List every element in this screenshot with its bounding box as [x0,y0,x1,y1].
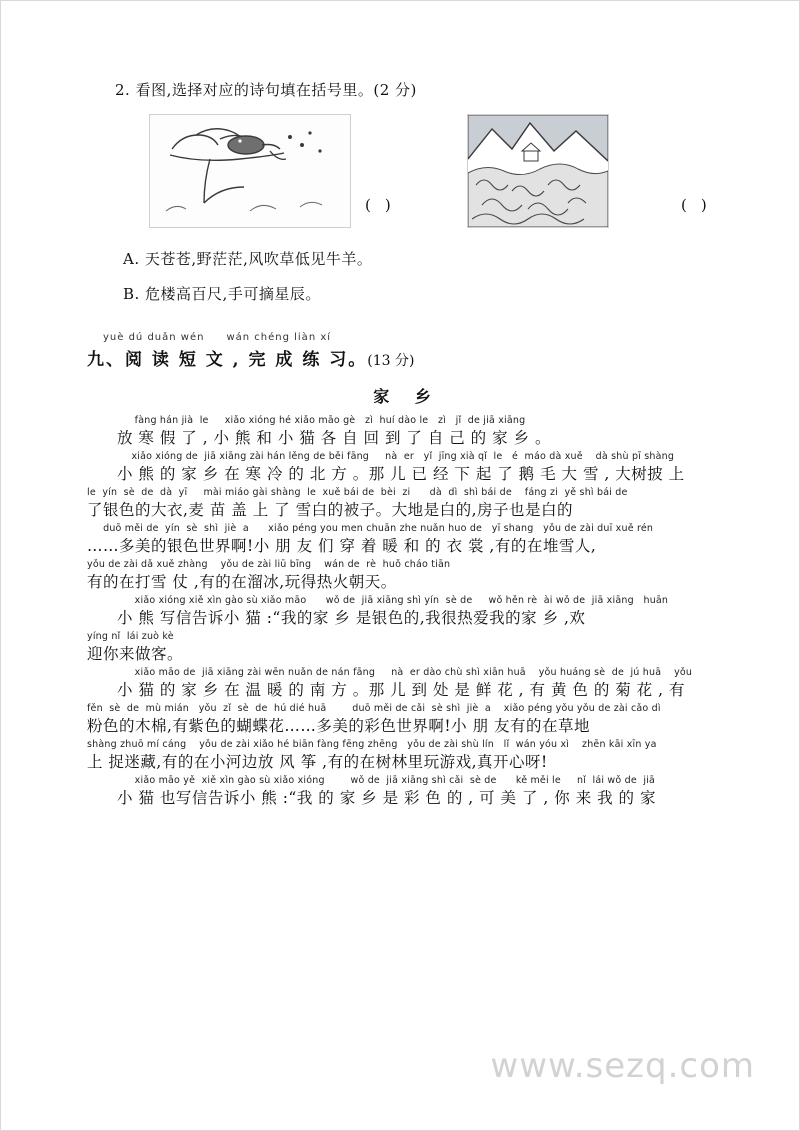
line-pinyin: xiǎo xióng de jiā xiāng zài hán lěng de běi fāng nà er yǐ jīng xià qǐ le é máo dà xuě dà shù pī shàng [125,451,675,462]
section-title-pinyin [103,332,727,343]
paren-open-b: ( [681,196,701,214]
line-hanzi: 放 寒 假 了 , 小 熊 和 小 猫 各 自 回 到 了 自 己 的 家 乡 。 [117,429,551,447]
line-hanzi: ……多美的银色世界啊!小 朋 友 们 穿 着 暖 和 的 衣 裳 ,有的在堆雪人, [87,537,597,555]
paren-close-a: ) [384,196,405,214]
line-hanzi: 了银色的大衣,麦 苗 盖 上 了 雪白的被子。大地是白的,房子也是白的 [87,501,573,519]
line-pinyin: xiǎo māo de jiā xiāng zài wēn nuǎn de nán fāng nà er dào chù shì xiān huā yǒu huáng sè de jú huā yǒu [125,667,693,678]
watermark: www.sezq.com [490,1046,755,1086]
line-pinyin: shàng zhuō mí cáng yǒu de zài xiǎo hé biān fàng fēng zhēng yǒu de zài shù lín lǐ wán yóu xì zhēn kāi xīn ya [87,739,657,750]
line-pinyin: xiǎo xióng xiě xìn gào sù xiǎo māo wǒ de jiā xiāng shì yín sè de wǒ hěn rè ài wǒ de jiā xiāng huān [125,595,669,606]
choice-b: B. 危楼高百尺,手可摘星辰。 [123,285,321,303]
line-hanzi: 有的在打雪 仗 ,有的在溜冰,玩得热火朝天。 [87,573,397,591]
mountain-illustration-svg [468,115,608,227]
line-pinyin: duō měi de yín sè shì jiè a xiǎo péng you men chuān zhe nuǎn huo de yī shang yǒu de zài duī xuě rén [87,523,654,534]
question-2-prompt: 2. 看图,选择对应的诗句填在括号里。(2 分) [115,81,417,99]
picture-row [87,114,727,234]
article-title: 家 乡 [373,387,441,406]
line-pinyin: xiǎo māo yě xiě xìn gào sù xiǎo xióng wǒ de jiā xiāng shì cǎi sè de kě měi le nǐ lái wǒ de jiā [125,775,656,786]
article-line [87,523,727,557]
section-title [87,345,727,370]
article-line [87,451,727,485]
article-line [87,559,727,593]
article-line [87,631,727,665]
grassland-illustration-svg [150,115,350,227]
article-line [87,667,727,701]
answer-paren-a[interactable] [365,196,405,214]
article-line [87,487,727,521]
article-line [87,415,727,449]
article-line [87,775,727,809]
line-hanzi: 小 猫 的 家 乡 在 温 暖 的 南 方 。那 儿 到 处 是 鲜 花 , 有 黄 色 的 菊 花 , 有 [117,681,685,699]
line-pinyin: le yín sè de dà yī mài miáo gài shàng le xuě bái de bèi zi dà dì shì bái de fáng zi yě shì bái de [87,487,628,498]
line-hanzi: 上 捉迷藏,有的在小河边放 风 筝 ,有的在树林里玩游戏,真开心呀! [87,753,548,771]
section-score: (13 分) [367,353,415,369]
paren-close-b: ) [700,196,721,214]
article-line [87,703,727,737]
choice-a: A. 天苍苍,野茫茫,风吹草低见牛羊。 [123,250,373,268]
line-hanzi: 小 猫 也写信告诉小 熊 :“我 的 家 乡 是 彩 色 的 , 可 美 了 , 你 来 我 的 家 [117,789,656,807]
section-title-text: 九、阅 读 短 文 , 完 成 练 习。 [87,350,368,370]
section-pinyin-right: wán chéng liàn xí [226,332,332,343]
line-pinyin: fěn sè de mù mián yǒu zǐ sè de hú dié huā duō měi de cǎi sè shì jiè a xiǎo péng yǒu yǒu de zài cǎo dì [87,703,661,714]
article-line [87,739,727,773]
section-pinyin-left: yuè dú duǎn wén [103,332,205,343]
line-hanzi: 小 熊 写信告诉小 猫 :“我的家 乡 是银色的,我很热爱我的家 乡 ,欢 [117,609,586,627]
line-pinyin: yíng nǐ lái zuò kè [87,631,174,642]
picture-grassland-cattle [149,114,351,228]
line-pinyin: yǒu de zài dǎ xuě zhàng yǒu de zài liū bīng wán de rè huǒ cháo tiān [87,559,451,570]
section-nine [87,332,727,809]
article-line [87,595,727,629]
picture-tall-building-mountain [467,114,609,228]
line-hanzi: 粉色的木棉,有紫色的蝴蝶花……多美的彩色世界啊!小 朋 友有的在草地 [87,717,591,735]
answer-paren-b[interactable] [681,196,721,214]
article-body [87,415,727,809]
paren-open-a: ( [365,196,385,214]
line-pinyin: fàng hán jià le xiǎo xióng hé xiǎo māo gè zì huí dào le zì jǐ de jiā xiāng [125,415,526,426]
line-hanzi: 迎你来做客。 [87,645,184,663]
page-content [87,79,727,811]
line-hanzi: 小 熊 的 家 乡 在 寒 冷 的 北 方 。那 儿 已 经 下 起 了 鹅 毛 大 雪 , 大树披 上 [117,465,685,483]
